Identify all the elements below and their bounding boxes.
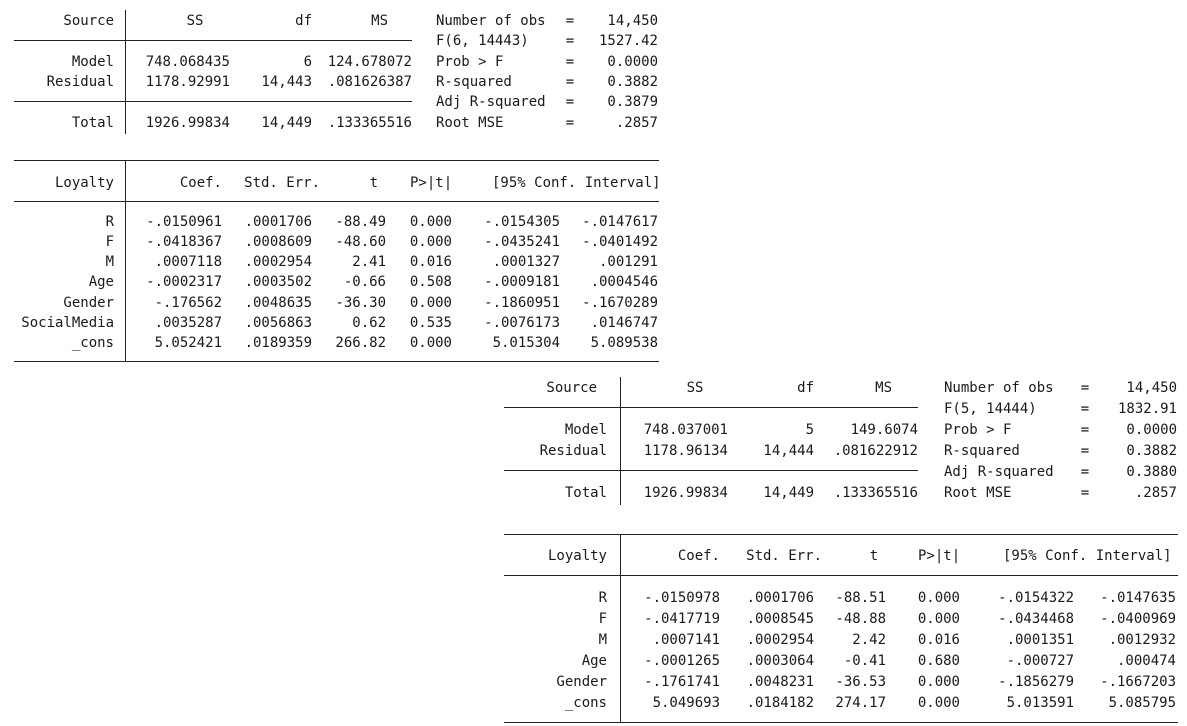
coef-value: -.1761741 (644, 674, 720, 690)
coef-p: 0.680 (917, 653, 960, 669)
anova-total-df: 14,449 (261, 115, 312, 131)
coef-ci-low: .0001327 (492, 254, 560, 270)
coef-value: -.0150978 (644, 590, 720, 606)
coef-top-rule (14, 160, 659, 161)
stat-eq: = (1080, 401, 1090, 417)
coef-bottom-rule (504, 722, 1178, 723)
coef-value: -.0418367 (146, 234, 222, 250)
coef-ci-low: -.0154322 (998, 590, 1074, 606)
coef-var: _cons (71, 335, 114, 351)
coef-header-p: P>|t| (410, 175, 453, 191)
coef-value: 5.052421 (154, 335, 222, 351)
coef-ci-high: .000474 (1116, 653, 1176, 669)
anova-row-ms: .081622912 (833, 443, 918, 459)
stat-value: 0.3880 (1126, 464, 1177, 480)
anova-header-rule (14, 40, 412, 41)
coef-p: 0.000 (917, 695, 960, 711)
coef-p: 0.000 (917, 674, 960, 690)
coef-column-divider (620, 534, 621, 722)
coef-t: 0.62 (352, 315, 386, 331)
regression-output-1 (0, 0, 680, 370)
coef-ci-high: -.1670289 (582, 295, 658, 311)
stat-label: Adj R-squared (944, 464, 1054, 480)
anova-row-ss: 748.037001 (643, 422, 728, 438)
coef-ci-high: 5.089538 (590, 335, 658, 351)
coef-se: .0001706 (244, 214, 312, 230)
coef-ci-high: .0012932 (1108, 632, 1176, 648)
coef-t: -88.51 (835, 590, 886, 606)
coef-value: .0007141 (652, 632, 720, 648)
coef-t: -36.53 (835, 674, 886, 690)
coef-var: F (598, 611, 607, 627)
anova-row-source: Model (564, 422, 607, 438)
coef-t: -0.66 (343, 274, 386, 290)
stat-eq: = (565, 115, 575, 131)
coef-var: Age (581, 653, 607, 669)
anova-row-source: Model (71, 54, 114, 70)
coef-ci-high: -.0147635 (1100, 590, 1176, 606)
coef-header-p: P>|t| (918, 548, 961, 564)
coef-se: .0008609 (244, 234, 312, 250)
anova-total-source: Total (71, 115, 114, 131)
anova-total-source: Total (564, 485, 607, 501)
anova-total-ss: 1926.99834 (643, 485, 728, 501)
coef-header-se: Std. Err. (244, 175, 320, 191)
coef-p: 0.016 (409, 254, 452, 270)
stat-label: Number of obs (944, 380, 1054, 396)
anova-total-df: 14,449 (763, 485, 814, 501)
anova-total-rule (14, 101, 412, 102)
coef-se: .0056863 (244, 315, 312, 331)
coef-p: 0.000 (409, 234, 452, 250)
coef-ci-high: -.0401492 (582, 234, 658, 250)
stat-eq: = (1080, 464, 1090, 480)
coef-ci-low: -.0154305 (484, 214, 560, 230)
anova-header-source: Source (546, 380, 597, 396)
coef-t: 2.41 (352, 254, 386, 270)
coef-value: 5.049693 (652, 695, 720, 711)
coef-var: _cons (564, 695, 607, 711)
stat-label: Root MSE (436, 115, 504, 131)
coef-header-var: Loyalty (547, 548, 607, 564)
coef-t: 2.42 (852, 632, 886, 648)
coef-t: -0.41 (843, 653, 886, 669)
coef-header-ci: [95% Conf. Interval] (492, 175, 661, 191)
coef-bottom-rule (14, 361, 659, 362)
coef-ci-low: 5.015304 (492, 335, 560, 351)
anova-row-df: 6 (303, 54, 312, 70)
coef-header-ci: [95% Conf. Interval] (1003, 548, 1172, 564)
coef-p: 0.535 (409, 315, 452, 331)
anova-header-rule (504, 407, 918, 408)
coef-value: -.0150961 (146, 214, 222, 230)
coef-ci-low: -.1856279 (998, 674, 1074, 690)
anova-header-ms: MS (371, 13, 388, 29)
stat-label: Prob > F (944, 422, 1012, 438)
stat-label: F(5, 14444) (944, 401, 1037, 417)
coef-value: .0035287 (154, 315, 222, 331)
coef-value: -.0417719 (644, 611, 720, 627)
coef-ci-high: -.1667203 (1100, 674, 1176, 690)
stat-eq: = (1080, 485, 1090, 501)
coef-header-coef: Coef. (179, 175, 222, 191)
anova-row-ss: 748.068435 (145, 54, 230, 70)
stat-value: 0.3879 (607, 94, 658, 110)
coef-var: M (598, 632, 607, 648)
anova-row-df: 5 (805, 422, 814, 438)
coef-ci-low: -.0076173 (484, 315, 560, 331)
coef-ci-high: -.0147617 (582, 214, 658, 230)
anova-row-df: 14,444 (763, 443, 814, 459)
coef-t: -88.49 (335, 214, 386, 230)
stat-value: 0.0000 (607, 54, 658, 70)
anova-row-ss: 1178.96134 (643, 443, 728, 459)
stat-label: F(6, 14443) (436, 33, 529, 49)
coef-t: -48.88 (835, 611, 886, 627)
stat-label: Root MSE (944, 485, 1012, 501)
anova-row-ss: 1178.92991 (145, 74, 230, 90)
stat-label: Prob > F (436, 54, 504, 70)
anova-total-rule (504, 470, 918, 471)
anova-header-source: Source (63, 13, 114, 29)
coef-value: -.176562 (154, 295, 222, 311)
coef-var: R (598, 590, 607, 606)
stat-eq: = (565, 54, 575, 70)
stat-value: 14,450 (607, 13, 658, 29)
stat-eq: = (565, 13, 575, 29)
coef-var: SocialMedia (21, 315, 114, 331)
coef-column-divider (125, 160, 126, 361)
coef-se: .0003502 (244, 274, 312, 290)
coef-p: 0.000 (409, 335, 452, 351)
coef-value: -.0002317 (146, 274, 222, 290)
stat-value: 0.3882 (1126, 443, 1177, 459)
stat-eq: = (1080, 422, 1090, 438)
coef-ci-low: .0001351 (1006, 632, 1074, 648)
anova-row-source: Residual (46, 74, 114, 90)
regression-output-2 (490, 373, 1187, 726)
stat-value: .2857 (1134, 485, 1177, 501)
anova-row-ms: 149.6074 (850, 422, 918, 438)
stat-label: R-squared (944, 443, 1020, 459)
coef-var: Age (88, 274, 114, 290)
coef-ci-high: .0004546 (590, 274, 658, 290)
coef-header-rule (504, 575, 1178, 576)
anova-total-ms: .133365516 (327, 115, 412, 131)
anova-row-ms: .081626387 (327, 74, 412, 90)
stat-label: Adj R-squared (436, 94, 546, 110)
coef-p: 0.016 (917, 632, 960, 648)
stat-label: Number of obs (436, 13, 546, 29)
stat-eq: = (1080, 380, 1090, 396)
coef-ci-low: -.000727 (1006, 653, 1074, 669)
stat-eq: = (565, 74, 575, 90)
coef-se: .0001706 (746, 590, 814, 606)
coef-se: .0184182 (746, 695, 814, 711)
coef-ci-high: .001291 (598, 254, 658, 270)
coef-value: -.0001265 (644, 653, 720, 669)
anova-total-ss: 1926.99834 (145, 115, 230, 131)
coef-p: 0.000 (917, 611, 960, 627)
coef-se: .0002954 (244, 254, 312, 270)
coef-header-t: t (869, 548, 878, 564)
coef-ci-high: 5.085795 (1108, 695, 1176, 711)
coef-p: 0.000 (409, 295, 452, 311)
coef-ci-low: -.0009181 (484, 274, 560, 290)
coef-var: M (105, 254, 114, 270)
stat-eq: = (565, 33, 575, 49)
coef-se: .0189359 (244, 335, 312, 351)
coef-var: R (105, 214, 114, 230)
anova-total-ms: .133365516 (833, 485, 918, 501)
anova-header-ms: MS (875, 380, 892, 396)
anova-row-source: Residual (539, 443, 607, 459)
coef-se: .0048231 (746, 674, 814, 690)
coef-header-coef: Coef. (677, 548, 720, 564)
anova-header-ss: SS (186, 13, 204, 29)
stat-value: .2857 (615, 115, 658, 131)
coef-t: 266.82 (335, 335, 386, 351)
coef-header-se: Std. Err. (746, 548, 822, 564)
coef-value: .0007118 (154, 254, 222, 270)
stat-eq: = (1080, 443, 1090, 459)
stat-value: 0.3882 (607, 74, 658, 90)
coef-p: 0.000 (409, 214, 452, 230)
coef-ci-high: .0146747 (590, 315, 658, 331)
coef-p: 0.000 (917, 590, 960, 606)
coef-header-t: t (369, 175, 378, 191)
coef-var: Gender (556, 674, 607, 690)
coef-ci-high: -.0400969 (1100, 611, 1176, 627)
stat-value: 1832.91 (1117, 401, 1177, 417)
coef-t: -48.60 (335, 234, 386, 250)
coef-se: .0008545 (746, 611, 814, 627)
coef-se: .0002954 (746, 632, 814, 648)
coef-ci-low: -.0434468 (998, 611, 1074, 627)
anova-column-divider (620, 377, 621, 505)
coef-ci-low: -.0435241 (484, 234, 560, 250)
anova-row-ms: 124.678072 (327, 54, 412, 70)
stat-value: 0.0000 (1126, 422, 1177, 438)
stat-value: 1527.42 (598, 33, 658, 49)
coef-se: .0003064 (746, 653, 814, 669)
anova-row-df: 14,443 (261, 74, 312, 90)
coef-se: .0048635 (244, 295, 312, 311)
coef-ci-low: -.1860951 (484, 295, 560, 311)
anova-header-ss: SS (686, 380, 704, 396)
coef-ci-low: 5.013591 (1006, 695, 1074, 711)
coef-header-rule (14, 201, 659, 202)
coef-var: Gender (63, 295, 114, 311)
anova-header-df: df (797, 380, 814, 396)
stat-label: R-squared (436, 74, 512, 90)
coef-p: 0.508 (409, 274, 452, 290)
anova-header-df: df (295, 13, 312, 29)
anova-column-divider (125, 10, 126, 134)
coef-header-var: Loyalty (54, 175, 114, 191)
coef-t: 274.17 (835, 695, 886, 711)
stat-value: 14,450 (1126, 380, 1177, 396)
coef-t: -36.30 (335, 295, 386, 311)
stat-eq: = (565, 94, 575, 110)
coef-var: F (105, 234, 114, 250)
coef-top-rule (504, 534, 1178, 535)
